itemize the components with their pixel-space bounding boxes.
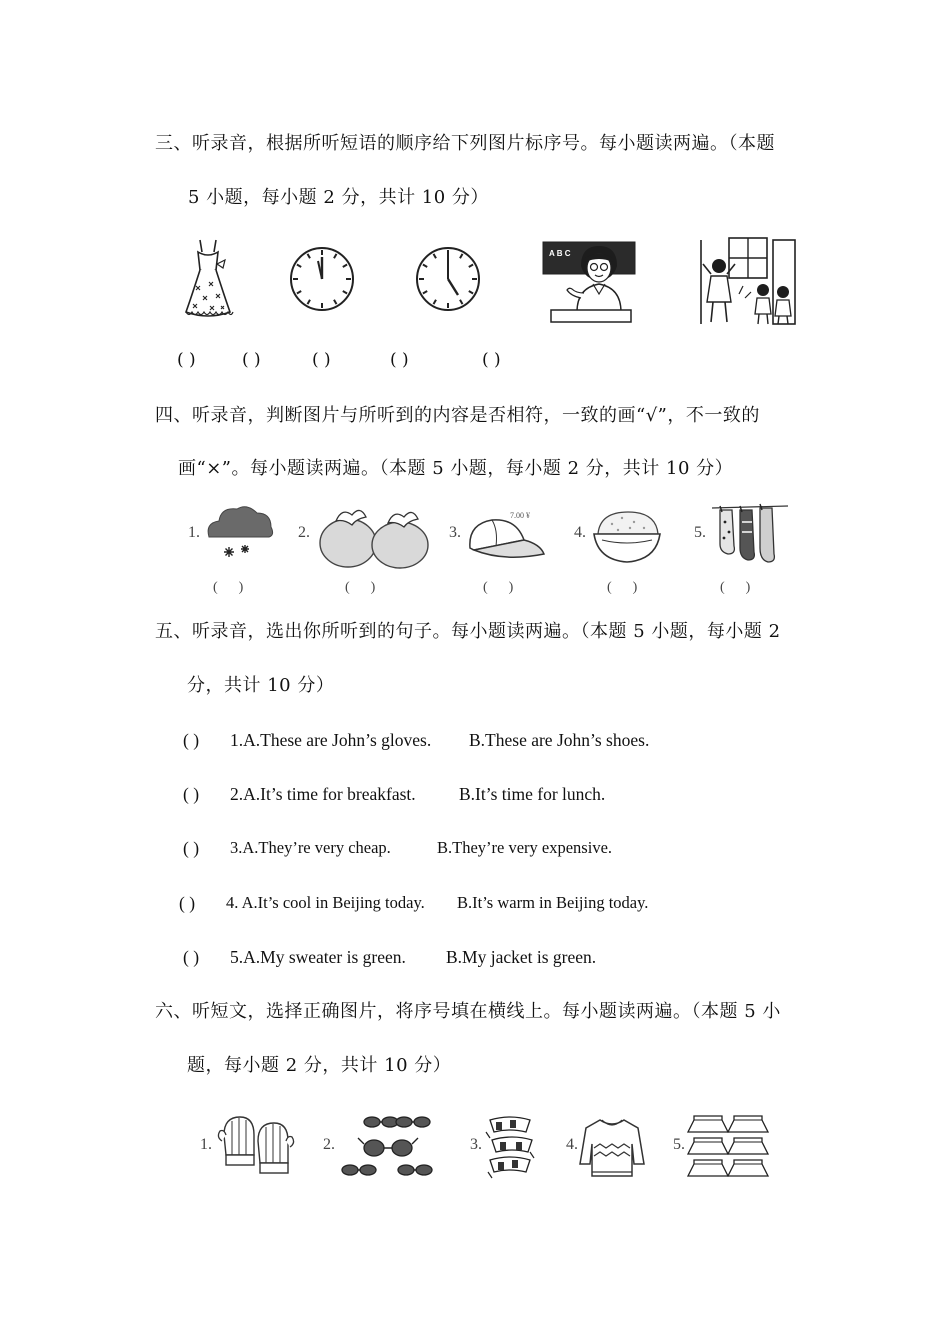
section3-blank-4[interactable]: ( ) bbox=[390, 350, 409, 370]
section4-num-1: 1. bbox=[188, 524, 200, 541]
mittens-icon bbox=[218, 1115, 294, 1177]
section3-blank-2[interactable]: ( ) bbox=[242, 350, 261, 370]
section4-num-4: 4. bbox=[574, 524, 586, 541]
clock-five-icon bbox=[414, 245, 482, 313]
section5-option-2b: B.It’s time for lunch. bbox=[459, 784, 606, 804]
section4-blank-3[interactable]: ( ) bbox=[483, 580, 514, 595]
section4-blank-2[interactable]: ( ) bbox=[345, 580, 376, 595]
section3-title: 三、听录音，根据所听短语的顺序给下列图片标序号。每小题读两遍。（本题 bbox=[155, 133, 775, 154]
section6-title-cont: 题，每小题 2 分，共计 10 分） bbox=[187, 1055, 452, 1076]
section4-num-2: 2. bbox=[298, 524, 310, 541]
school-children-icon bbox=[699, 236, 797, 324]
section6-title: 六、听短文，选择正确图片，将序号填在横线上。每小题读两遍。（本题 5 小 bbox=[155, 1001, 781, 1022]
section3-blank-1[interactable]: ( ) bbox=[177, 350, 196, 370]
section6-num-5: 5. bbox=[673, 1136, 685, 1153]
board-letters: A B C bbox=[549, 249, 571, 258]
section4-num-3: 3. bbox=[449, 524, 461, 541]
section5-option-5b: B.My jacket is green. bbox=[446, 947, 597, 967]
section6-num-2: 2. bbox=[323, 1136, 335, 1153]
section5-blank-1[interactable]: ( ) bbox=[183, 730, 200, 750]
socks-icon bbox=[712, 502, 788, 570]
section5-option-5a: 5.A.My sweater is green. bbox=[230, 947, 406, 967]
section4-blank-5[interactable]: ( ) bbox=[720, 580, 751, 595]
scarves-icon bbox=[486, 1114, 536, 1180]
section4-blank-4[interactable]: ( ) bbox=[607, 580, 638, 595]
section5-option-2a: 2.A.It’s time for breakfast. bbox=[230, 784, 416, 804]
section5-option-1a: 1.A.These are John’s gloves. bbox=[230, 730, 432, 750]
section5-blank-3[interactable]: ( ) bbox=[183, 838, 200, 858]
section3-blank-3[interactable]: ( ) bbox=[312, 350, 331, 370]
section5-option-3b: B.They’re very expensive. bbox=[437, 838, 613, 857]
section5-title: 五、听录音，选出你所听到的句子。每小题读两遍。（本题 5 小题，每小题 2 bbox=[155, 621, 781, 642]
section4-title-cont: 画“×”。每小题读两遍。（本题 5 小题，每小题 2 分，共计 10 分） bbox=[178, 458, 734, 479]
section4-title: 四、听录音，判断图片与所听到的内容是否相符，一致的画“√”，不一致的 bbox=[155, 405, 760, 426]
clock-twelve-icon bbox=[288, 245, 356, 313]
tomatoes-icon bbox=[318, 505, 430, 569]
section5-option-3a: 3.A.They’re very cheap. bbox=[230, 838, 391, 857]
section6-num-3: 3. bbox=[470, 1136, 482, 1153]
glasses-icon bbox=[340, 1114, 438, 1180]
section5-blank-5[interactable]: ( ) bbox=[183, 947, 200, 967]
rice-bowl-icon bbox=[592, 506, 662, 566]
sweater-icon bbox=[580, 1114, 644, 1180]
section5-option-4b: B.It’s warm in Beijing today. bbox=[457, 893, 649, 912]
section5-title-cont: 分，共计 10 分） bbox=[187, 675, 335, 696]
cap-price: 7.00 ¥ bbox=[510, 511, 530, 520]
section3-blank-5[interactable]: ( ) bbox=[482, 350, 501, 370]
section4-num-5: 5. bbox=[694, 524, 706, 541]
skirts-icon bbox=[690, 1114, 770, 1180]
cap-icon bbox=[464, 508, 546, 564]
section4-blank-1[interactable]: ( ) bbox=[213, 580, 244, 595]
section5-option-1b: B.These are John’s shoes. bbox=[469, 730, 650, 750]
section5-blank-2[interactable]: ( ) bbox=[183, 784, 200, 804]
section6-num-4: 4. bbox=[566, 1136, 578, 1153]
snow-cloud-icon bbox=[205, 505, 273, 567]
section6-num-1: 1. bbox=[200, 1136, 212, 1153]
section3-title-cont: 5 小题，每小题 2 分，共计 10 分） bbox=[188, 187, 489, 208]
teacher-board-icon bbox=[541, 240, 637, 324]
section5-blank-4[interactable]: ( ) bbox=[179, 893, 196, 913]
dress-icon bbox=[183, 238, 233, 320]
section5-option-4a: 4. A.It’s cool in Beijing today. bbox=[226, 893, 425, 912]
